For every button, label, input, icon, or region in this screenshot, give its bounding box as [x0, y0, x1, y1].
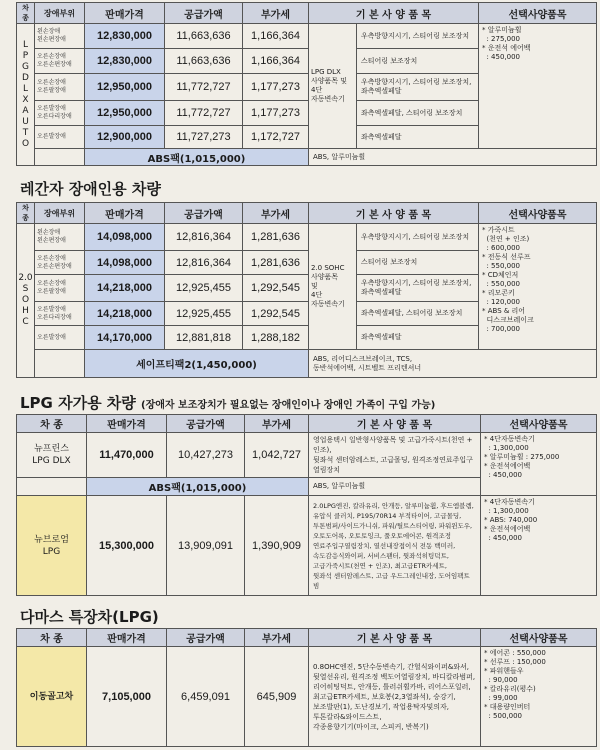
sale-price: 14,098,000 [85, 224, 165, 251]
model-name: 이동골고차 [17, 647, 87, 747]
vat-value: 1,177,273 [243, 74, 309, 101]
option-item: : 550,000 [482, 262, 520, 270]
vat-value: 1,042,727 [245, 433, 309, 478]
vertical-char: G [22, 61, 29, 72]
basic-features: 2.0LPG엔진, 칼라유리, 안개등, 알루미늄휠, 후드엠블렘, 유압식 클러치, P195/70R14 부적타이어, 고급몰딩, 투톤범퍼/사이드가니쉬, 파워/틸트스티어링, 파워윈도우, 오토도어록, 오토토잉크, 풀오토에어콘, 원격조정 연료주입구열림장치, 열선내장접이식 전동 백미러, 속도감응식와이퍼, 서비스팬터, 뒷좌석히팅덕트, 고급가죽시트(천연 + 인조), 최고급ETR카세트, 뒷좌석 센터암레스트, 고급 우드그레인내장, 도어임팩트빔 [309, 496, 481, 596]
col-header: 장애부위 [35, 3, 85, 24]
supply-value: 11,772,727 [165, 74, 243, 101]
option-list [481, 647, 597, 747]
option-item: * 운전석 에어백 [482, 44, 531, 52]
option-item: : 700,000 [482, 325, 520, 333]
col-header: 차 종 [17, 415, 87, 433]
supply-value: 11,663,636 [165, 24, 243, 49]
option-item: * 운전석에어백 [484, 525, 531, 533]
vat-value: 1,292,545 [243, 275, 309, 302]
vat-value: 1,281,636 [243, 251, 309, 275]
package-row [17, 350, 597, 378]
col-header: 부가세 [243, 203, 309, 224]
table-row [17, 224, 597, 251]
sale-price: 14,098,000 [85, 251, 165, 275]
col-header: 기 본 사 양 품 목 [309, 3, 479, 24]
vertical-char: C [22, 317, 29, 327]
vertical-char: D [22, 72, 29, 83]
vertical-char: P [22, 50, 29, 61]
sale-price: 15,300,000 [87, 496, 167, 596]
option-item: * 칼라유리(평수) [484, 685, 536, 693]
package-note: ABS, 알루미늄휠 [309, 478, 481, 496]
option-item: * 에어콘 : 550,000 [484, 649, 546, 657]
supply-value: 12,816,364 [165, 224, 243, 251]
col-header: 차종 [17, 3, 35, 24]
disability-part: 왼손장애 왼손편장애 [35, 24, 85, 49]
option-item: * 파워핸들우 [484, 667, 524, 675]
model-name: 뉴브로엄 LPG [17, 496, 87, 596]
sale-price: 12,830,000 [85, 49, 165, 74]
vat-value: 1,172,727 [243, 126, 309, 149]
lpg-private-table [16, 414, 597, 596]
basic-feature: 우측방향지시기, 스티어링 보조장치, 좌측엑셀페달 [357, 74, 479, 101]
vertical-char: O [21, 138, 30, 149]
engine-spec: LPG DLX 사양품목 및 4단 자동변속기 [309, 24, 357, 149]
vat-value: 1,390,909 [245, 496, 309, 596]
option-list [481, 496, 597, 596]
option-item: * 리모콘키 [482, 289, 515, 297]
option-item: * 전동식 선루프 [482, 253, 531, 261]
option-item: * 4단자동변속기 [484, 498, 535, 506]
supply-value: 12,925,455 [165, 302, 243, 326]
vat-value: 1,166,364 [243, 24, 309, 49]
disability-part: 오른발장애 오른다리장애 [35, 101, 85, 126]
sale-price: 12,950,000 [85, 74, 165, 101]
col-header: 판매가격 [85, 203, 165, 224]
supply-value: 11,663,636 [165, 49, 243, 74]
vertical-char: S [22, 284, 29, 294]
col-header: 차종 [17, 203, 35, 224]
col-header: 판매가격 [85, 3, 165, 24]
table-header [17, 3, 597, 24]
disability-part: 왼손장애 왼손편장애 [35, 224, 85, 251]
option-item: : 450,000 [484, 534, 522, 542]
damas-table [16, 628, 597, 747]
option-item: : 500,000 [484, 712, 522, 720]
option-item: * 4단자동변속기 [484, 435, 535, 443]
option-item: : 1,300,000 [484, 507, 529, 515]
vertical-char: L [22, 39, 28, 50]
table-row [17, 647, 597, 747]
package-label: ABS팩(1,015,000) [87, 478, 309, 496]
col-header: 선택사양품목 [481, 629, 597, 647]
model-vertical-label [17, 224, 35, 378]
col-header: 공급가액 [165, 3, 243, 24]
option-item: (천연 + 인조) [482, 235, 530, 243]
disability-part: 오른손장애 오른팔장애 [35, 275, 85, 302]
package-row [17, 149, 597, 166]
option-list [481, 433, 597, 496]
lpg-dlx-auto-table [16, 2, 597, 166]
package-label: ABS팩(1,015,000) [85, 149, 309, 166]
disability-part: 오른발장애 [35, 326, 85, 350]
col-header: 공급가액 [167, 415, 245, 433]
col-header: 선택사양품목 [479, 203, 597, 224]
supply-value: 11,772,727 [165, 101, 243, 126]
section-title: 레간자 장애인용 차량 [20, 180, 161, 198]
sale-price: 12,830,000 [85, 24, 165, 49]
vertical-char: X [22, 94, 29, 105]
vat-value: 645,909 [245, 647, 309, 747]
sale-price: 11,470,000 [87, 433, 167, 478]
supply-value: 12,816,364 [165, 251, 243, 275]
table-header [17, 629, 597, 647]
disability-part: 오른발장애 오른다리장애 [35, 302, 85, 326]
package-note: ABS, 알루미늄휠 [309, 149, 597, 166]
option-item: * 대용량인버터 [484, 703, 531, 711]
col-header: 공급가액 [165, 203, 243, 224]
table-header [17, 203, 597, 224]
col-header: 공급가액 [167, 629, 245, 647]
col-header: 부가세 [245, 415, 309, 433]
option-item: * CD체인저 [482, 271, 519, 279]
basic-features: 영업용택시 일반형사양품목 및 고급가죽시트(천연 + 인조), 뒷좌석 센터암레스트, 고급몰딩, 원격조정연료주입구 열림장치 [309, 433, 481, 478]
section-title: 다마스 특장차(LPG) [20, 608, 159, 626]
option-item: : 600,000 [482, 244, 520, 252]
vertical-char: H [22, 306, 29, 316]
option-item: * 알루미늄휠 [482, 26, 522, 34]
blank-cell [17, 478, 87, 496]
supply-value: 11,727,273 [165, 126, 243, 149]
col-header: 차 종 [17, 629, 87, 647]
package-label: 세이프티팩2(1,450,000) [85, 350, 309, 378]
sale-price: 7,105,000 [87, 647, 167, 747]
table-header [17, 415, 597, 433]
blank-cell [35, 149, 85, 166]
vertical-char: U [22, 116, 29, 127]
vat-value: 1,292,545 [243, 302, 309, 326]
col-header: 기 본 사 양 품 목 [309, 629, 481, 647]
vat-value: 1,177,273 [243, 101, 309, 126]
option-item: 디스크브레이크 [482, 316, 534, 324]
model-name: 뉴프린스 LPG DLX [17, 433, 87, 478]
blank-cell [35, 350, 85, 378]
supply-value: 12,925,455 [165, 275, 243, 302]
col-header: 장애부위 [35, 203, 85, 224]
model-vertical-label [17, 24, 35, 166]
table-row [17, 24, 597, 49]
leganza-table [16, 202, 597, 378]
section-title [20, 392, 435, 413]
option-item: : 120,000 [482, 298, 520, 306]
option-item: * ABS & 리어 [482, 307, 526, 315]
option-list [479, 224, 597, 350]
basic-feature: 우측방향지시기, 스티어링 보조장치, 좌측엑셀페달 [357, 275, 479, 302]
disability-part: 오른손장애 오른손편장애 [35, 251, 85, 275]
col-header: 기 본 사 양 품 목 [309, 203, 479, 224]
sale-price: 14,218,000 [85, 302, 165, 326]
option-item: : 99,000 [484, 694, 518, 702]
option-item: : 275,000 [482, 35, 520, 43]
option-item: : 1,300,000 [484, 444, 529, 452]
vertical-char: O [21, 295, 30, 305]
col-header: 판매가격 [87, 629, 167, 647]
vertical-char: T [22, 127, 29, 138]
option-item: * 운전석에어백 [484, 462, 531, 470]
basic-features: 0.8OHC엔진, 5단수동변속기, 간헐식와이퍼&와셔, 뒷열선유리, 원격조정 백도어열림장치, 바디칼라범퍼, 리어히팅덕트, 안개등, 틀러쉬휠카바, 리어스포일러, 최고급ETR카세트, 보호봉(2,3열좌석), 승강기, 보조발판(1), 도난경보기, 작업용탁자및의자, 투톤칼라&와이드스트, 각종용향기기(마이크, 스피커, 반복기) [309, 647, 481, 747]
option-list [479, 24, 597, 149]
sale-price: 14,170,000 [85, 326, 165, 350]
basic-feature: 좌측엑셀페달 [357, 326, 479, 350]
disability-part: 오른손장애 오른손편장애 [35, 49, 85, 74]
vertical-char: A [22, 105, 29, 116]
supply-value: 6,459,091 [167, 647, 245, 747]
basic-feature: 우측방향지시기, 스티어링 보조장치 [357, 224, 479, 251]
basic-feature: 스티어링 보조장치 [357, 49, 479, 74]
option-item: : 450,000 [482, 53, 520, 61]
basic-feature: 좌측엑셀페달 [357, 126, 479, 149]
supply-value: 10,427,273 [167, 433, 245, 478]
col-header: 기 본 사 양 품 목 [309, 415, 481, 433]
package-note: ABS, 리어디스크브레이크, TCS, 동반석에어백, 시트벨트 프리텐셔너 [309, 350, 597, 378]
option-item: * ABS: 740,000 [484, 516, 538, 524]
option-item: * 알루미늄휠 : 275,000 [484, 453, 560, 461]
vat-value: 1,166,364 [243, 49, 309, 74]
section-title-text: LPG 자가용 차량 [20, 394, 136, 412]
engine-spec: 2.0 SOHC 사양품목 및 4단 자동변속기 [309, 224, 357, 350]
col-header: 선택사양품목 [481, 415, 597, 433]
basic-feature: 스티어링 보조장치 [357, 251, 479, 275]
option-item: * 가죽시트 [482, 226, 515, 234]
basic-feature: 좌측엑셀페달, 스티어링 보조장치 [357, 302, 479, 326]
col-header: 판매가격 [87, 415, 167, 433]
basic-feature: 좌측엑셀페달, 스티어링 보조장치 [357, 101, 479, 126]
section-subtitle: (장애자 보조장치가 필요없는 장애인이나 장애인 가족이 구입 가능) [141, 400, 436, 411]
option-item: * 선루프 : 150,000 [484, 658, 546, 666]
sale-price: 12,950,000 [85, 101, 165, 126]
supply-value: 12,881,818 [165, 326, 243, 350]
vat-value: 1,288,182 [243, 326, 309, 350]
option-item: : 550,000 [482, 280, 520, 288]
sale-price: 14,218,000 [85, 275, 165, 302]
basic-feature: 우측방향지시기, 스티어링 보조장치 [357, 24, 479, 49]
table-row [17, 433, 597, 478]
vertical-char: L [22, 83, 28, 94]
col-header: 부가세 [245, 629, 309, 647]
vertical-char: 2.0 [18, 273, 33, 283]
disability-part: 오른손장애 오른팔장애 [35, 74, 85, 101]
col-header: 부가세 [243, 3, 309, 24]
supply-value: 13,909,091 [167, 496, 245, 596]
col-header: 선택사양품목 [479, 3, 597, 24]
table-row [17, 496, 597, 596]
disability-part: 오른발장애 [35, 126, 85, 149]
option-item: : 450,000 [484, 471, 522, 479]
vat-value: 1,281,636 [243, 224, 309, 251]
sale-price: 12,900,000 [85, 126, 165, 149]
option-item: : 90,000 [484, 676, 518, 684]
